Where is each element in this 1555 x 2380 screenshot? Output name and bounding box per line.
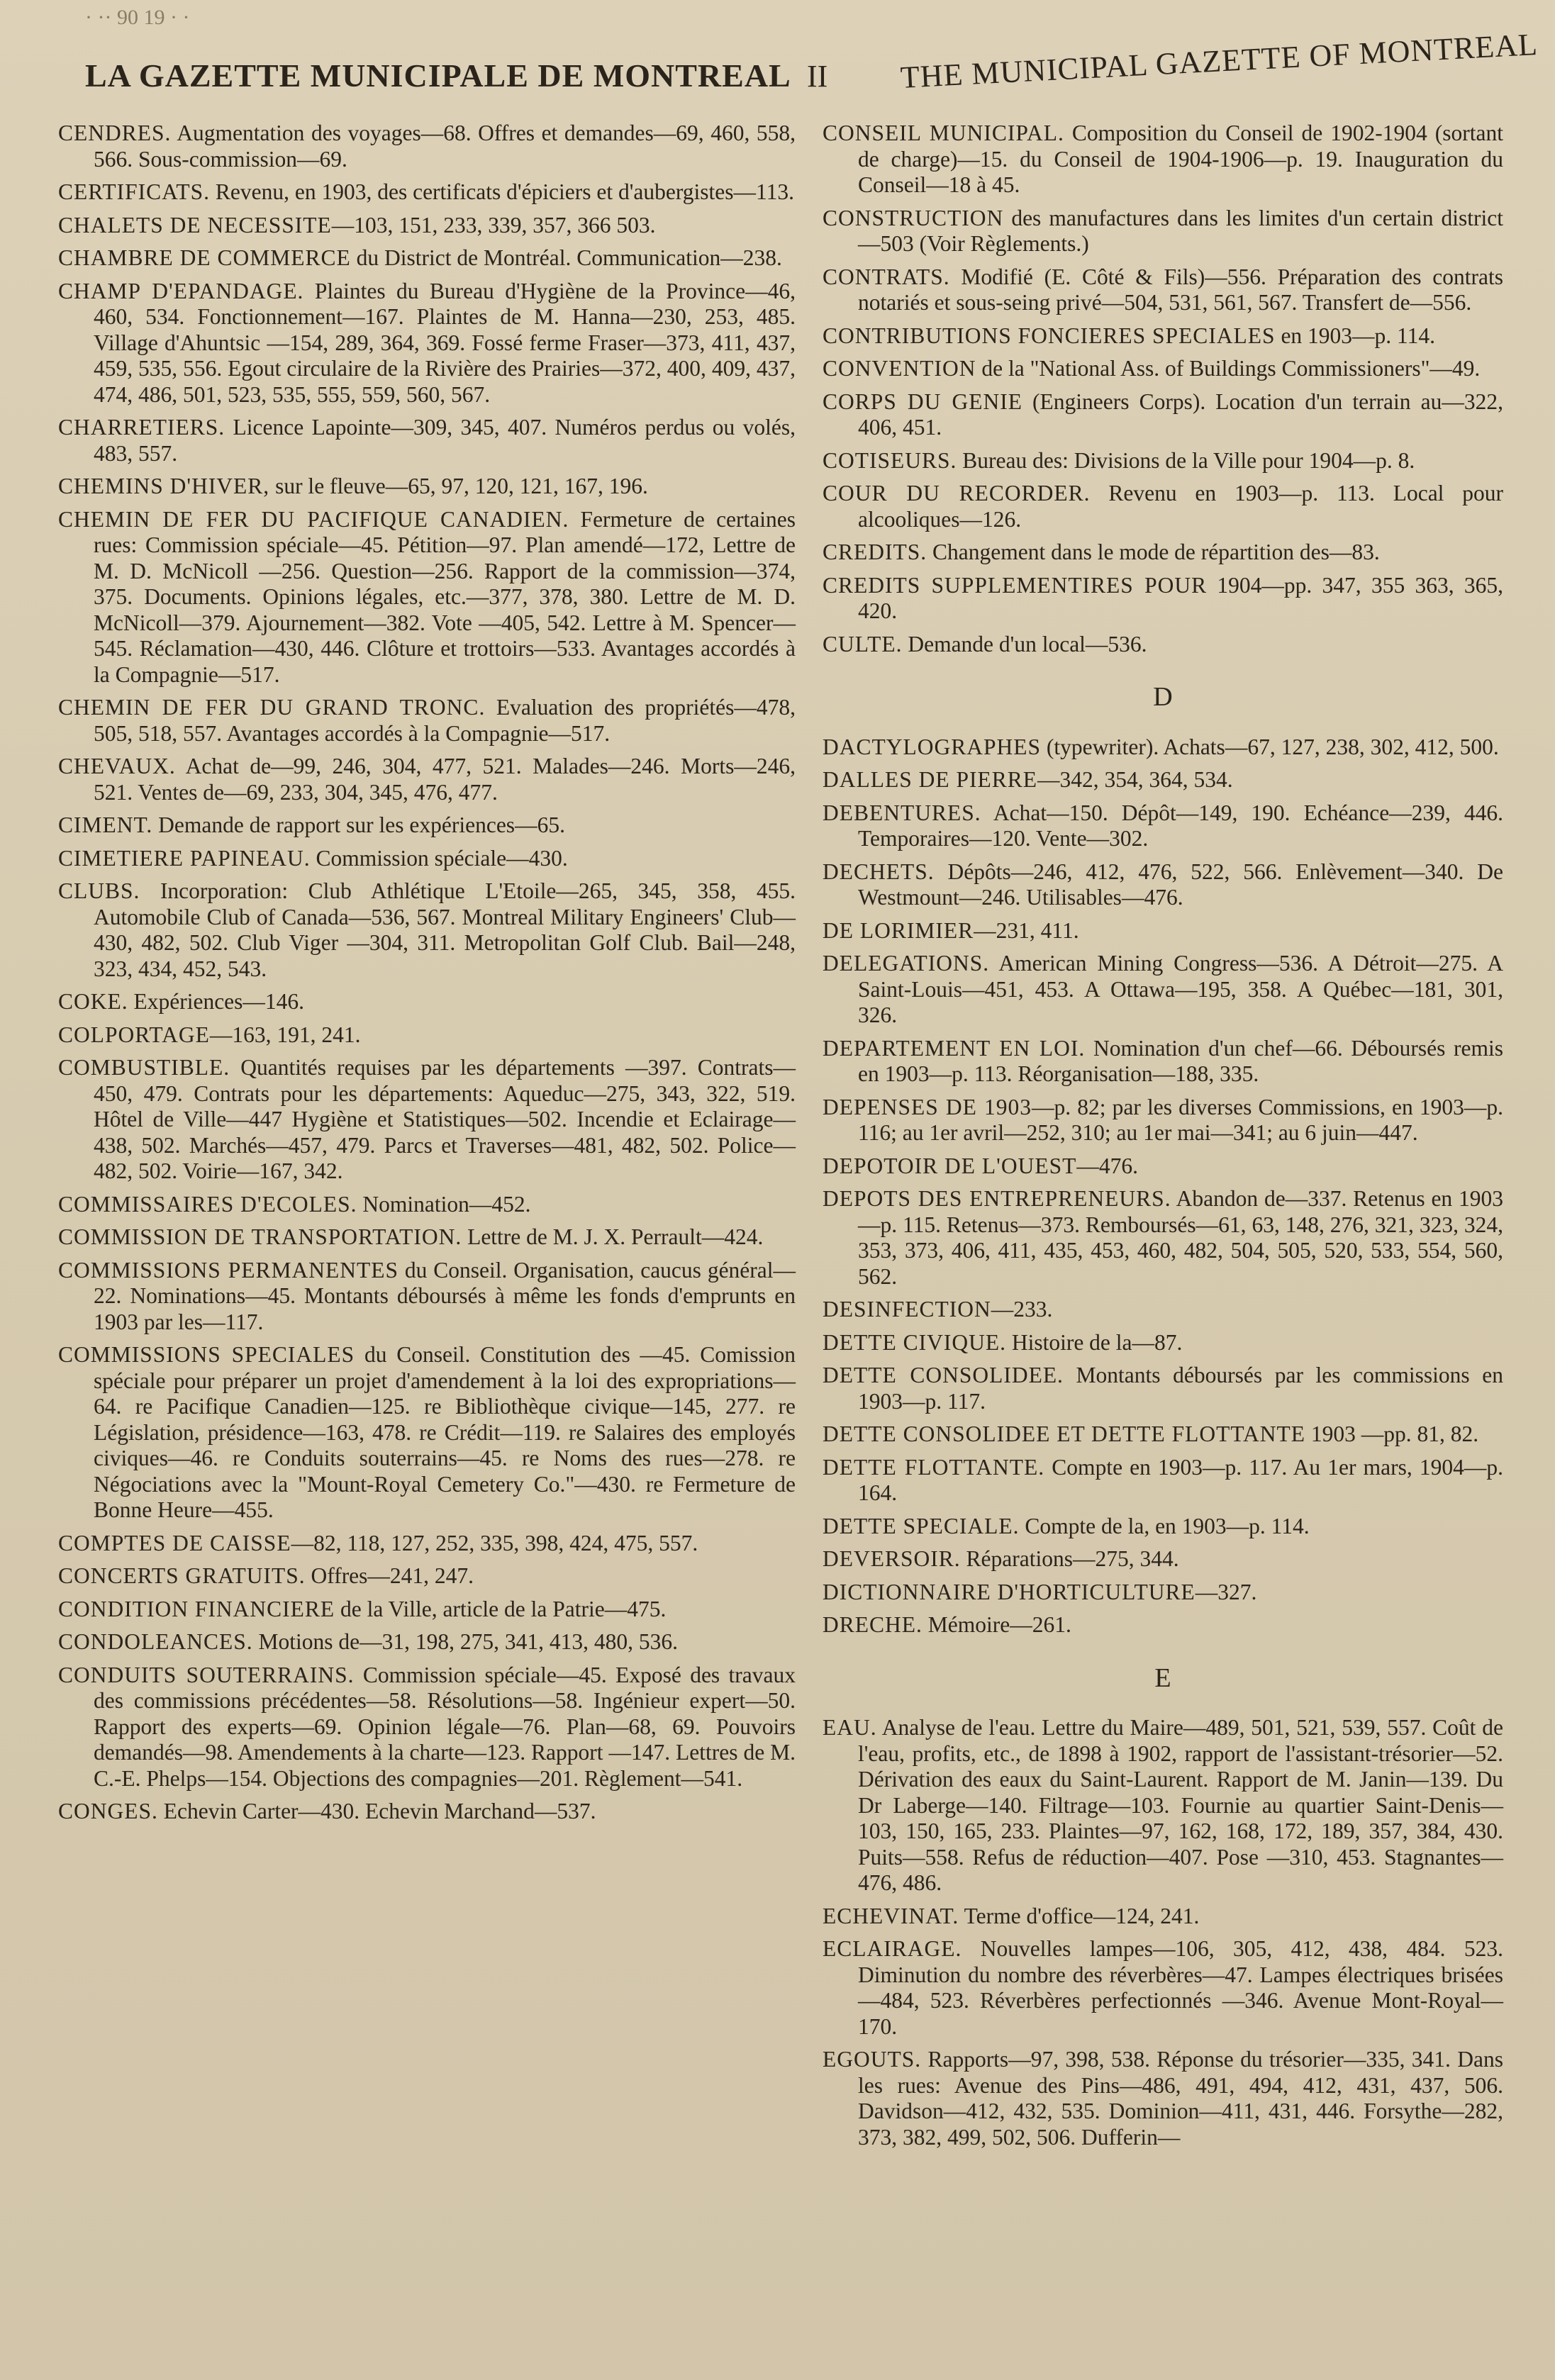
entry-references: Incorporation: Club Athlétique L'Etoile—265, 345, 358, 455. Automobile Club of Canada—536, 567. Montreal Military Engineers' Club—430, 482, 502. Club Viger —304, 311. Metropolitan Golf Club. Bail—248, 323, 434, 452, 543. (94, 878, 796, 981)
entry-references: du Conseil. Constitution des —45. Comission spéciale pour préparer un projet d'amendement à la loi des expropriations—64. re Pacifique Canadien—125. re Bibliothèque civique—145, 277. re Législation, présidence—163, 478. re Crédit—119. re Salaires des employés civiques—46. re Conduits souterrains—45. re Noms des rues—278. re Négociations avec la "Mount-Royal Cemetery Co."—430. re Fermeture de Bonne Heure—455. (94, 1342, 796, 1522)
entry-references: Revenu en 1903—p. 113. Local pour alcooliques—126. (858, 481, 1503, 532)
entry-references: Compte de la, en 1903—p. 114. (1019, 1513, 1310, 1538)
entry-references: Bureau des: Divisions de la Ville pour 1904—p. 8. (957, 447, 1415, 473)
index-entry (58, 1597, 796, 1623)
index-entry (823, 767, 1503, 793)
index-entry (58, 1563, 796, 1590)
entry-references: Fermeture de certaines rues: Commission spéciale—45. Pétition—97. Plan amendé—172, Lettre de M. D. McNicoll —256. Question—256. Rapport de la commission—374, 375. Documents. Opinions légales, etc.—377, 378, 380. Lettre de M. D. McNicoll—379. Ajournement—382. Vote —405, 542. Lettre à M. Spencer—545. Réclamation—430, 446. Clôture et trottoirs—533. Avantages accordés à la Compagnie—517. (94, 506, 796, 687)
entry-references: Réparations—275, 344. (960, 1546, 1179, 1571)
entry-heading: CHEMIN DE FER DU PACIFIQUE CANADIEN. (58, 506, 569, 532)
index-entry (823, 121, 1503, 199)
right-column (823, 121, 1503, 2157)
index-entry (823, 1612, 1503, 1638)
index-entry (58, 1531, 796, 1557)
entry-heading: CONSEIL MUNICIPAL. (823, 121, 1064, 145)
entry-heading: CHAMP D'EPANDAGE. (58, 278, 304, 303)
entry-heading: CIMENT. (58, 812, 153, 837)
index-entry (58, 213, 796, 239)
entry-heading: DETTE FLOTTANTE. (823, 1454, 1045, 1480)
index-entry (823, 859, 1503, 911)
index-entry (58, 179, 796, 206)
index-entry (823, 1715, 1503, 1896)
entry-heading: CONGES. (58, 1799, 158, 1823)
entry-heading: CHARRETIERS. (58, 415, 225, 440)
index-entry (823, 1580, 1503, 1606)
index-entry (823, 632, 1503, 658)
entry-heading: DETTE CIVIQUE. (823, 1329, 1006, 1355)
entry-heading: ECHEVINAT. (823, 1903, 959, 1928)
entry-heading: DETTE CONSOLIDEE. (823, 1363, 1064, 1387)
index-entry (823, 1036, 1503, 1088)
entry-references: (typewriter). Achats—67, 127, 238, 302, 412, 500. (1041, 734, 1499, 759)
entry-heading: DESINFECTION (823, 1297, 991, 1322)
index-entry (58, 754, 796, 805)
entry-references: Commission spéciale—45. Exposé des travaux des commissions précédentes—58. Résolutions—58. Ingénieur expert—50. Rapport des experts—69. Opinion légale—76. Plan—68, 69. Pouvoirs demandés—98. Amendements à la charte—123. Rapport —147. Lettres de M. C.-E. Phelps—154. Objections des compagnies—201. Règlement—541. (94, 1662, 796, 1791)
entry-heading: DEPARTEMENT EN LOI. (823, 1035, 1086, 1061)
index-entry (58, 1192, 796, 1218)
entry-references: Histoire de la—87. (1005, 1329, 1183, 1355)
entry-references: Composition du Conseil de 1902-1904 (sortant de charge)—15. du Conseil de 1904-1906—p. 19. Inauguration du Conseil—18 à 45. (858, 121, 1503, 197)
entry-heading: CIMETIERE PAPINEAU. (58, 845, 311, 871)
top-mark: · ·· 90 19 · · (85, 6, 190, 29)
index-entry (823, 918, 1503, 944)
entry-references: Evaluation des propriétés—478, 505, 518, 557. Avantages accordés à la Compagnie—517. (94, 695, 796, 746)
entry-heading: CONCERTS GRATUITS. (58, 1563, 306, 1588)
index-entry (823, 1153, 1503, 1180)
entry-references: Plaintes du Bureau d'Hygiène de la Province—46, 460, 534. Fonctionnement—167. Plaintes de M. Hanna—230, 253, 485. Village d'Ahuntsic —154, 289, 364, 369. Fossé ferme Fraser—373, 411, 437, 459, 535, 556. Egout circulaire de la Rivière des Prairies—372, 400, 409, 437, 474, 486, 501, 523, 535, 555, 559, 560, 567. (94, 278, 796, 407)
index-entry (823, 1421, 1503, 1448)
index-entry (823, 734, 1503, 761)
entry-references: Dépôts—246, 412, 476, 522, 566. Enlèvement—340. De Westmount—246. Utilisables—476. (858, 859, 1503, 910)
entry-heading: COKE. (58, 989, 128, 1014)
entry-heading: COMMISSIONS PERMANENTES (58, 1257, 398, 1283)
entry-references: Nomination d'un chef—66. Déboursés remis en 1903—p. 113. Réorganisation—188, 335. (858, 1035, 1503, 1086)
index-entry (823, 1297, 1503, 1323)
entry-heading: COTISEURS. (823, 447, 957, 473)
index-entry (58, 846, 796, 872)
entry-heading: CREDITS. (823, 540, 927, 564)
entry-heading: COMBUSTIBLE. (58, 1055, 230, 1080)
entry-references: Licence Lapointe—309, 345, 407. Numéros perdus ou volés, 483, 557. (94, 415, 796, 466)
entry-references: Expériences—146. (128, 989, 305, 1014)
index-entry (823, 1186, 1503, 1290)
entry-references: Offres—241, 247. (305, 1563, 474, 1588)
entry-references: —342, 354, 364, 534. (1037, 767, 1233, 792)
entry-heading: DE LORIMIER (823, 917, 974, 943)
entry-references: Montants déboursés par les commissions en 1903—p. 117. (858, 1363, 1503, 1414)
entry-heading: CREDITS SUPPLEMENTIRES POUR (823, 572, 1208, 598)
left-column (58, 121, 796, 1832)
entry-references: Motions de—31, 198, 275, 341, 413, 480, 536. (252, 1629, 679, 1654)
entry-heading: CHAMBRE DE COMMERCE (58, 245, 351, 270)
entry-references: —163, 191, 241. (209, 1022, 361, 1047)
index-entry (823, 206, 1503, 257)
entry-heading: CLUBS. (58, 878, 140, 903)
index-entry (58, 1663, 796, 1792)
index-entry (58, 1799, 796, 1825)
entry-heading: CERTIFICATS. (58, 179, 211, 204)
entry-heading: COMMISSAIRES D'ECOLES. (58, 1191, 357, 1217)
index-entry (58, 1342, 796, 1524)
entry-references: des manufactures dans les limites d'un certain district—503 (Voir Règlements.) (858, 205, 1503, 256)
entry-references: Demande d'un local—536. (902, 631, 1147, 657)
entry-heading: COMMISSION DE TRANSPORTATION. (58, 1224, 462, 1249)
section-letter: E (1154, 1663, 1171, 1693)
index-entry (58, 245, 796, 272)
entry-heading: DICTIONNAIRE D'HORTICULTURE (823, 1579, 1195, 1604)
index-entry (58, 279, 796, 408)
index-entry (823, 1904, 1503, 1930)
entry-heading: ECLAIRAGE. (823, 1936, 962, 1961)
entry-references: Commission spéciale—430. (310, 845, 568, 871)
entry-heading: CONDUITS SOUTERRAINS. (58, 1662, 355, 1687)
entry-references: —327. (1195, 1579, 1257, 1604)
entry-heading: CHEMINS D'HIVER, (58, 474, 270, 498)
entry-references: Augmentation des voyages—68. Offres et demandes—69, 460, 558, 566. Sous-commission—69. (94, 121, 796, 172)
index-entry (58, 878, 796, 982)
index-entry (58, 695, 796, 747)
entry-references: sur le fleuve—65, 97, 120, 121, 167, 196. (269, 474, 648, 498)
entry-heading: DECHETS. (823, 859, 935, 884)
index-entry (58, 1224, 796, 1251)
index-entry (823, 389, 1503, 441)
entry-references: Achat—150. Dépôt—149, 190. Echéance—239, 446. Temporaires—120. Vente—302. (858, 800, 1503, 851)
entry-references: Modifié (E. Côté & Fils)—556. Préparation des contrats notariés et sous-seing privé—504, 531, 561, 567. Transfert de—556. (858, 264, 1503, 315)
entry-references: —103, 151, 233, 339, 357, 366 503. (331, 212, 656, 238)
entry-references: Demande de rapport sur les expériences—65. (152, 812, 565, 837)
entry-references: du Conseil. Organisation, caucus général—22. Nominations—45. Montants déboursés à même les fonds d'emprunts en 1903 par les—117. (94, 1257, 796, 1334)
entry-heading: CHEVAUX. (58, 754, 176, 778)
entry-heading: EAU. (823, 1715, 877, 1740)
entry-heading: CHALETS DE NECESSITE (58, 212, 332, 238)
entry-references: Terme d'office—124, 241. (959, 1903, 1200, 1928)
entry-heading: COMMISSIONS SPECIALES (58, 1342, 355, 1367)
entry-heading: DEPOTOIR DE L'OUEST (823, 1153, 1077, 1178)
index-entry (823, 1363, 1503, 1414)
entry-heading: CONDITION FINANCIERE (58, 1596, 335, 1621)
entry-heading: CENDRES. (58, 121, 172, 145)
index-entry (823, 448, 1503, 474)
index-entry (823, 1546, 1503, 1572)
entry-references: Abandon de—337. Retenus en 1903—p. 115. Retenus—373. Remboursés—61, 63, 148, 276, 321, 323, 324, 353, 373, 406, 411, 435, 453, 460, 482, 504, 505, 520, 533, 554, 560, 562. (858, 1186, 1504, 1289)
index-entry (823, 264, 1503, 316)
entry-heading: DALLES DE PIERRE (823, 767, 1037, 792)
entry-references: Rapports—97, 398, 538. Réponse du trésorier—335, 341. Dans les rues: Avenue des Pins—486, 491, 494, 412, 431, 437, 506. Davidson—412, 432, 535. Dominion—411, 431, 446. Forsythe—282, 373, 382, 499, 502, 506. Dufferin— (858, 2047, 1503, 2150)
entry-heading: CONDOLEANCES. (58, 1629, 253, 1654)
page-number: II (807, 59, 828, 94)
index-entry (58, 474, 796, 500)
entry-heading: DEVERSOIR. (823, 1546, 961, 1571)
index-entry (823, 2047, 1503, 2150)
entry-references: en 1903—p. 114. (1275, 323, 1435, 348)
entry-heading: DEBENTURES. (823, 800, 981, 825)
index-entry (58, 415, 796, 466)
entry-references: —82, 118, 127, 252, 335, 398, 424, 475, 557. (291, 1530, 698, 1555)
entry-references: du District de Montréal. Communication—238. (350, 245, 782, 270)
entry-references: 1903 —pp. 81, 82. (1305, 1421, 1479, 1446)
index-entry (58, 1055, 796, 1185)
entry-references: Lettre de M. J. X. Perrault—424. (462, 1224, 764, 1249)
entry-references: —p. 82; par les diverses Commissions, en 1903—p. 116; au 1er avril—252, 310; au 1er mai—341; au 6 juin—447. (858, 1094, 1503, 1145)
index-entry (58, 812, 796, 839)
entry-references: Compte en 1903—p. 117. Au 1er mars, 1904—p. 164. (858, 1454, 1503, 1505)
index-entry (823, 1455, 1503, 1507)
entry-references: 1904—pp. 347, 355 363, 365, 420. (858, 572, 1503, 623)
entry-references: de la Ville, article de la Patrie—475. (335, 1596, 667, 1621)
entry-references: Changement dans le mode de répartition des—83. (927, 540, 1380, 564)
entry-references: —476. (1076, 1153, 1138, 1178)
entry-references: Analyse de l'eau. Lettre du Maire—489, 501, 521, 539, 557. Coût de l'eau, profits, etc., de 1898 à 1902, rapport de l'assistant-trésorier—52. Dérivation des eaux du Saint-Laurent. Rapport de M. Janin—139. Du Dr Laberge—140. Filtrage—103. Fournie au quartier Saint-Denis—103, 150, 165, 233. Plaintes—97, 162, 168, 172, 189, 357, 384, 430. Puits—558. Refus de réduction—407. Pose —310, 453. Stagnantes—476, 486. (858, 1715, 1503, 1895)
index-entry (58, 989, 796, 1015)
entry-references: (Engineers Corps). Location d'un terrain au—322, 406, 451. (858, 389, 1503, 440)
entry-heading: DACTYLOGRAPHES (823, 734, 1042, 759)
entry-references: Mémoire—261. (922, 1612, 1071, 1637)
entry-heading: CONSTRUCTION (823, 205, 1004, 230)
entry-references: —233. (991, 1297, 1053, 1322)
index-entry (58, 507, 796, 688)
index-entry (823, 1330, 1503, 1356)
entry-heading: CHEMIN DE FER DU GRAND TRONC. (58, 695, 486, 720)
index-entry (823, 1514, 1503, 1540)
entry-heading: CORPS DU GENIE (823, 389, 1022, 414)
header-english-title: THE MUNICIPAL GAZETTE OF MONTREAL (899, 26, 1539, 95)
index-entry (58, 1022, 796, 1049)
index-entry (823, 481, 1503, 532)
page-header (0, 26, 1555, 99)
entry-heading: DEPENSES DE 1903 (823, 1094, 1032, 1119)
entry-heading: DETTE CONSOLIDEE ET DETTE FLOTTANTE (823, 1421, 1306, 1446)
index-entry (823, 323, 1503, 350)
entry-heading: DRECHE. (823, 1612, 923, 1637)
entry-references: —231, 411. (974, 917, 1079, 943)
entry-heading: CONTRATS. (823, 264, 950, 289)
index-entry (58, 121, 796, 172)
entry-references: Nomination—452. (357, 1191, 531, 1217)
entry-heading: DELEGATIONS. (823, 951, 990, 976)
entry-references: Quantités requises par les départements —397. Contrats—450, 479. Contrats pour les départements: Aqueduc—275, 343, 322, 519. Hôtel de Ville—447 Hygiène et Statistiques—502. Incendie et Eclairage—438, 502. Marchés—457, 479. Parcs et Traverses—481, 482, 502. Police—482, 502. Voirie—167, 342. (94, 1055, 796, 1183)
index-entry (823, 951, 1503, 1029)
entry-references: American Mining Congress—536. A Détroit—275. A Saint-Louis—451, 453. A Ottawa—195, 358. A Québec—181, 301, 326. (858, 951, 1503, 1027)
index-entry (823, 573, 1503, 625)
header-french-title: LA GAZETTE MUNICIPALE DE MONTREAL (85, 57, 791, 94)
entry-heading: COUR DU RECORDER. (823, 481, 1091, 505)
index-entry (823, 1936, 1503, 2040)
entry-heading: EGOUTS. (823, 2047, 922, 2072)
entry-heading: DETTE SPECIALE. (823, 1513, 1020, 1538)
entry-references: Nouvelles lampes—106, 305, 412, 438, 484. 523. Diminution du nombre des réverbères—47. Lampes électriques brisées—484, 523. Réverbères perfectionnés —346. Avenue Mont-Royal—170. (858, 1936, 1503, 2039)
entry-references: Revenu, en 1903, des certificats d'épiciers et d'aubergistes—113. (210, 179, 794, 204)
entry-heading: CONVENTION (823, 356, 976, 381)
index-entry (823, 540, 1503, 566)
entry-references: Achat de—99, 246, 304, 477, 521. Malades—246. Morts—246, 521. Ventes de—69, 233, 304, 345, 476, 477. (94, 754, 796, 805)
entry-heading: CULTE. (823, 631, 903, 657)
entry-references: Echevin Carter—430. Echevin Marchand—537. (157, 1799, 596, 1823)
index-entry (823, 1095, 1503, 1146)
entry-references: de la "National Ass. of Buildings Commissioners"—49. (976, 356, 1481, 381)
entry-heading: COLPORTAGE (58, 1022, 210, 1047)
index-entry (823, 800, 1503, 852)
entry-heading: COMPTES DE CAISSE (58, 1530, 291, 1555)
section-letter: D (1153, 682, 1173, 712)
index-entry (58, 1629, 796, 1655)
entry-heading: DEPOTS DES ENTREPRENEURS. (823, 1186, 1171, 1211)
entry-heading: CONTRIBUTIONS FONCIERES SPECIALES (823, 323, 1276, 348)
index-entry (58, 1258, 796, 1336)
index-entry (823, 356, 1503, 382)
